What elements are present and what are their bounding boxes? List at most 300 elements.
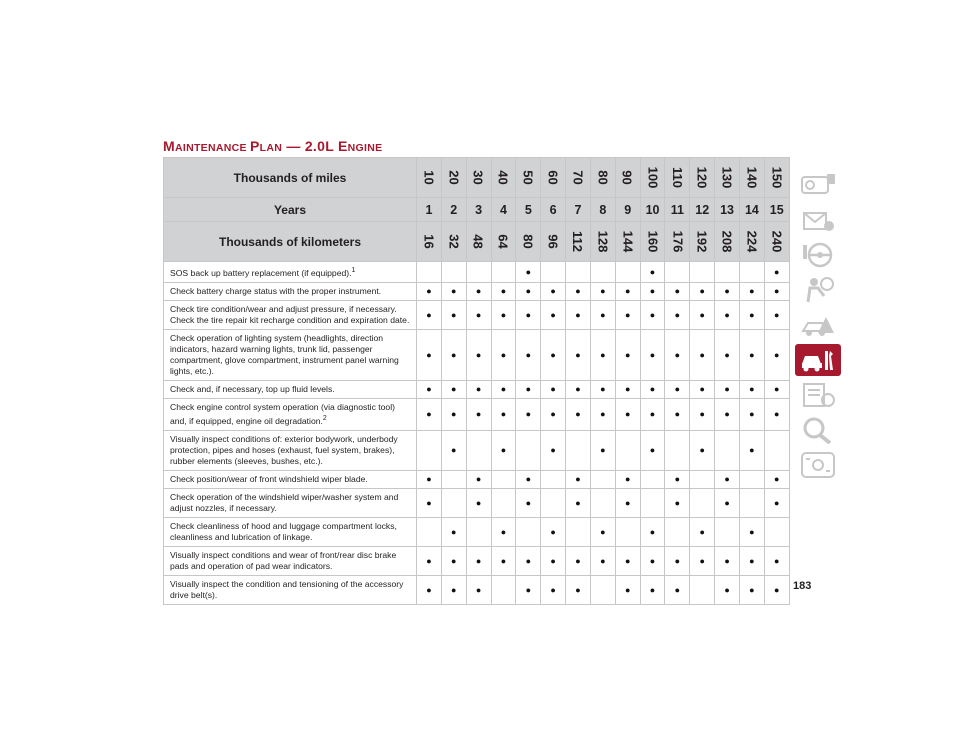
service-dot [541, 575, 566, 604]
maintenance-item-text: SOS back up battery replacement (if equipped). [170, 267, 352, 278]
years-header-row-value-text: 12 [695, 202, 710, 217]
service-dot [590, 380, 615, 398]
empty-cell [715, 517, 740, 546]
service-dot [590, 546, 615, 575]
maintenance-item [164, 380, 417, 398]
service-dot [441, 300, 466, 329]
years-header-row-value [690, 198, 715, 222]
service-dot [739, 329, 764, 380]
service-dot [665, 398, 690, 430]
empty-cell [466, 430, 491, 470]
empty-cell [665, 262, 690, 283]
km-header-row-value-text: 112 [570, 231, 586, 252]
service-dot [466, 329, 491, 380]
service-dot [566, 488, 591, 517]
tab-specifications[interactable] [795, 379, 841, 411]
service-dot [417, 380, 442, 398]
service-dot [665, 300, 690, 329]
maintenance-item-text: Visually inspect the condition and tensioning of the accessory drive belt(s). [170, 578, 404, 600]
km-header-row-value-text: 240 [769, 230, 785, 253]
service-dot [441, 282, 466, 300]
service-dot [566, 470, 591, 488]
service-dot [665, 546, 690, 575]
maintenance-item-text: Check operation of lighting system (headlights, direction indicators, hazard warning lights, trunk lid, passenger compartment, glove compartment, instrument panel warning lights, etc.). [170, 332, 399, 376]
table-row [164, 398, 790, 430]
service-dot [764, 262, 789, 283]
service-dot [640, 546, 665, 575]
service-dot [615, 546, 640, 575]
service-dot [640, 282, 665, 300]
miles-header-row [164, 158, 790, 198]
km-header-row-value [441, 222, 466, 262]
miles-header-row-value-text: 140 [744, 166, 760, 189]
service-dot [690, 398, 715, 430]
empty-cell [739, 262, 764, 283]
km-header-row-value-text: 224 [744, 230, 760, 253]
miles-header-row-value-text: 150 [769, 166, 785, 189]
years-header-row-value [715, 198, 740, 222]
empty-cell [566, 430, 591, 470]
empty-cell [441, 488, 466, 517]
tab-steering[interactable] [795, 239, 841, 271]
empty-cell [541, 470, 566, 488]
service-dot [590, 300, 615, 329]
service-dot [764, 470, 789, 488]
service-dot [516, 300, 541, 329]
service-dot [466, 300, 491, 329]
service-dot [590, 329, 615, 380]
service-dot [590, 430, 615, 470]
km-header-row-value [665, 222, 690, 262]
service-dot [491, 398, 516, 430]
service-dot [615, 380, 640, 398]
service-dot [690, 430, 715, 470]
service-dot [764, 380, 789, 398]
service-car-icon [800, 346, 836, 374]
service-dot [566, 546, 591, 575]
empty-cell [640, 488, 665, 517]
empty-cell [441, 262, 466, 283]
table-row [164, 329, 790, 380]
section-title: MAINTENANCE PLAN — 2.0L ENGINE [163, 138, 383, 154]
service-dot [566, 398, 591, 430]
service-dot [615, 329, 640, 380]
service-dot [690, 282, 715, 300]
maintenance-item-text: Check battery charge status with the proper instrument. [170, 285, 382, 296]
service-dot [417, 470, 442, 488]
miles-header-row-value-text: 130 [719, 166, 735, 189]
service-dot [665, 575, 690, 604]
years-header-row-value-text: 6 [549, 202, 557, 217]
km-header-row-value-text: 176 [669, 230, 685, 253]
maintenance-item-text: Visually inspect conditions of: exterior bodywork, underbody protection, pipes and hoses (exhaust, fuel system, brakes), rubber elements (sleeves, bushes, etc.). [170, 433, 398, 466]
service-dot [715, 398, 740, 430]
maintenance-item [164, 546, 417, 575]
miles-header-row-label: Thousands of miles [164, 158, 417, 198]
empty-cell [541, 262, 566, 283]
km-header-row-value [715, 222, 740, 262]
km-header-row-value [541, 222, 566, 262]
service-dot [640, 262, 665, 283]
miles-header-row-value [417, 158, 442, 198]
maintenance-item-text: Check tire condition/wear and adjust pressure, if necessary. Check the tire repair kit recharge condition and expiration date. [170, 303, 410, 325]
miles-header-row-value-text: 30 [471, 170, 487, 185]
service-dot [466, 488, 491, 517]
maintenance-item-text: Check and, if necessary, top up fluid levels. [170, 383, 335, 394]
empty-cell [764, 430, 789, 470]
miles-header-row-value-text: 90 [620, 170, 636, 185]
years-header-row-value-text: 3 [475, 202, 483, 217]
service-dot [417, 546, 442, 575]
service-dot [466, 575, 491, 604]
empty-cell [590, 262, 615, 283]
maintenance-item-text: Check operation of the windshield wiper/washer system and adjust nozzles, if necessary. [170, 491, 399, 513]
km-header-row-value-text: 160 [645, 230, 661, 253]
service-dot [690, 546, 715, 575]
miles-header-row-value-text: 100 [645, 166, 661, 189]
empty-cell [441, 470, 466, 488]
service-dot [764, 398, 789, 430]
table-row [164, 262, 790, 283]
years-header-row-value [615, 198, 640, 222]
years-header-row-value [764, 198, 789, 222]
steering-wheel-icon [800, 241, 836, 269]
years-header-row-value [516, 198, 541, 222]
service-dot [764, 488, 789, 517]
years-header-row-value [739, 198, 764, 222]
miles-header-row-value [541, 158, 566, 198]
service-dot [491, 517, 516, 546]
maintenance-item [164, 282, 417, 300]
empty-cell [665, 430, 690, 470]
empty-cell [715, 430, 740, 470]
km-header-row-value [417, 222, 442, 262]
years-header-row-value-text: 13 [720, 202, 734, 217]
service-dot [739, 430, 764, 470]
years-header-row-value [466, 198, 491, 222]
service-dot [516, 329, 541, 380]
empty-cell [690, 470, 715, 488]
tab-index[interactable] [795, 449, 841, 481]
km-header-row-value-text: 80 [520, 234, 536, 249]
service-dot [441, 380, 466, 398]
years-header-row-value [417, 198, 442, 222]
service-dot [615, 488, 640, 517]
empty-cell [516, 517, 541, 546]
km-header-row-value [764, 222, 789, 262]
service-dot [739, 546, 764, 575]
service-dot [615, 300, 640, 329]
empty-cell [566, 262, 591, 283]
service-dot [715, 546, 740, 575]
specifications-icon [800, 381, 836, 409]
service-dot [541, 380, 566, 398]
empty-cell [491, 262, 516, 283]
service-dot [491, 329, 516, 380]
miles-header-row-value [665, 158, 690, 198]
empty-cell [665, 517, 690, 546]
service-dot [715, 575, 740, 604]
km-header-row-value [615, 222, 640, 262]
service-dot [640, 329, 665, 380]
service-dot [590, 398, 615, 430]
empty-cell [417, 262, 442, 283]
years-header-row-value-text: 11 [670, 202, 684, 217]
empty-cell [491, 470, 516, 488]
service-dot [640, 380, 665, 398]
km-header-row-label: Thousands of kilometers [164, 222, 417, 262]
service-dot [516, 380, 541, 398]
km-header-row-value-text: 64 [495, 234, 511, 249]
miles-header-row-value [739, 158, 764, 198]
maintenance-item [164, 470, 417, 488]
service-dot [441, 517, 466, 546]
table-row [164, 488, 790, 517]
years-header-row-value-text: 1 [425, 202, 433, 217]
service-dot [491, 282, 516, 300]
service-dot [566, 282, 591, 300]
service-dot [541, 329, 566, 380]
service-dot [764, 282, 789, 300]
miles-header-row-value-text: 70 [570, 170, 586, 185]
miles-header-row-value [640, 158, 665, 198]
miles-header-row-value [466, 158, 491, 198]
table-row [164, 470, 790, 488]
km-header-row-value [466, 222, 491, 262]
years-header-row-value-text: 14 [744, 202, 759, 217]
service-dot [417, 575, 442, 604]
km-header-row-value-text: 96 [545, 234, 561, 249]
service-dot [590, 282, 615, 300]
tab-safety[interactable] [795, 274, 841, 306]
tab-search[interactable] [795, 414, 841, 446]
empty-cell [466, 262, 491, 283]
km-header-row [164, 222, 790, 262]
years-header-row-value [541, 198, 566, 222]
service-dot [665, 470, 690, 488]
service-dot [566, 575, 591, 604]
service-dot [491, 380, 516, 398]
service-dot [566, 300, 591, 329]
service-dot [417, 300, 442, 329]
empty-cell [739, 488, 764, 517]
multimedia-icon [800, 206, 836, 234]
service-dot [516, 282, 541, 300]
miles-header-row-value [715, 158, 740, 198]
dashboard-icon [800, 171, 836, 199]
service-dot [739, 300, 764, 329]
empty-cell [466, 517, 491, 546]
service-dot [764, 329, 789, 380]
maintenance-item [164, 329, 417, 380]
service-dot [665, 282, 690, 300]
empty-cell [690, 488, 715, 517]
service-dot [590, 517, 615, 546]
index-icon [800, 451, 836, 479]
maintenance-item [164, 398, 417, 430]
years-header-row-label: Years [164, 198, 417, 222]
years-header-row-value-text: 9 [624, 202, 632, 217]
service-dot [615, 282, 640, 300]
miles-header-row-value [566, 158, 591, 198]
service-dot [466, 282, 491, 300]
service-dot [665, 329, 690, 380]
empty-cell [590, 575, 615, 604]
km-header-row-value [739, 222, 764, 262]
maintenance-table [163, 157, 790, 605]
miles-header-row-value-text: 20 [446, 170, 462, 185]
years-header-row-value [665, 198, 690, 222]
table-row [164, 430, 790, 470]
miles-header-row-value-text: 120 [694, 166, 710, 189]
service-dot [715, 300, 740, 329]
service-dot [690, 517, 715, 546]
miles-header-row-value [441, 158, 466, 198]
service-dot [441, 546, 466, 575]
years-header-row-value [640, 198, 665, 222]
km-header-row-value-text: 144 [620, 230, 636, 253]
footnote-marker: 2 [322, 414, 327, 422]
maintenance-item-text: Check cleanliness of hood and luggage compartment locks, cleanliness and lubrication of linkage. [170, 520, 397, 542]
years-header-row-value [441, 198, 466, 222]
empty-cell [566, 517, 591, 546]
service-dot [615, 470, 640, 488]
service-dot [491, 430, 516, 470]
service-dot [466, 470, 491, 488]
km-header-row-value [640, 222, 665, 262]
years-header-row-value [590, 198, 615, 222]
service-dot [690, 329, 715, 380]
years-header-row-value-text: 4 [499, 202, 507, 217]
miles-header-row-value-text: 60 [545, 170, 561, 185]
empty-cell [590, 470, 615, 488]
miles-header-row-value [516, 158, 541, 198]
service-dot [715, 488, 740, 517]
search-icon [800, 416, 836, 444]
service-dot [715, 470, 740, 488]
tab-warning[interactable] [795, 309, 841, 341]
miles-header-row-value [615, 158, 640, 198]
empty-cell [640, 470, 665, 488]
service-dot [516, 488, 541, 517]
km-header-row-value [690, 222, 715, 262]
empty-cell [491, 575, 516, 604]
miles-header-row-value [590, 158, 615, 198]
service-dot [566, 329, 591, 380]
km-header-row-value-text: 208 [719, 230, 735, 253]
tab-dashboard[interactable] [795, 169, 841, 201]
service-dot [466, 380, 491, 398]
miles-header-row-value [764, 158, 789, 198]
miles-header-row-value-text: 10 [421, 170, 437, 185]
service-dot [466, 546, 491, 575]
empty-cell [615, 430, 640, 470]
table-row [164, 300, 790, 329]
empty-cell [590, 488, 615, 517]
miles-header-row-value [491, 158, 516, 198]
tab-service[interactable] [795, 344, 841, 376]
service-dot [541, 517, 566, 546]
service-dot [640, 575, 665, 604]
maintenance-item [164, 430, 417, 470]
chapter-tabs [795, 169, 845, 484]
table-row [164, 575, 790, 604]
safety-icon [800, 276, 836, 304]
service-dot [739, 517, 764, 546]
service-dot [516, 262, 541, 283]
empty-cell [615, 517, 640, 546]
maintenance-item [164, 517, 417, 546]
service-dot [665, 488, 690, 517]
empty-cell [417, 430, 442, 470]
empty-cell [615, 262, 640, 283]
years-header-row-value-text: 5 [524, 202, 532, 217]
km-header-row-value [566, 222, 591, 262]
maintenance-item [164, 488, 417, 517]
empty-cell [541, 488, 566, 517]
service-dot [690, 380, 715, 398]
warning-icon [800, 311, 836, 339]
service-dot [615, 398, 640, 430]
years-header-row-value-text: 8 [599, 202, 607, 217]
km-header-row-value-text: 32 [446, 234, 462, 249]
km-header-row-value-text: 16 [421, 234, 437, 249]
empty-cell [715, 262, 740, 283]
service-dot [516, 470, 541, 488]
service-dot [417, 398, 442, 430]
service-dot [417, 329, 442, 380]
service-dot [491, 546, 516, 575]
service-dot [615, 575, 640, 604]
service-dot [491, 300, 516, 329]
service-dot [640, 398, 665, 430]
km-header-row-value-text: 128 [595, 230, 611, 253]
service-dot [764, 575, 789, 604]
service-dot [690, 300, 715, 329]
km-header-row-value-text: 192 [694, 230, 710, 253]
km-header-row-value [590, 222, 615, 262]
tab-multimedia[interactable] [795, 204, 841, 236]
km-header-row-value [491, 222, 516, 262]
service-dot [516, 398, 541, 430]
service-dot [516, 546, 541, 575]
service-dot [715, 380, 740, 398]
years-header-row-value-text: 15 [769, 202, 784, 217]
empty-cell [739, 470, 764, 488]
service-dot [441, 575, 466, 604]
miles-header-row-value-text: 40 [495, 170, 511, 185]
service-dot [566, 380, 591, 398]
service-dot [541, 300, 566, 329]
miles-header-row-value [690, 158, 715, 198]
miles-header-row-value-text: 80 [595, 170, 611, 185]
maintenance-item [164, 300, 417, 329]
table-row [164, 517, 790, 546]
maintenance-item [164, 575, 417, 604]
km-header-row-value [516, 222, 541, 262]
empty-cell [516, 430, 541, 470]
maintenance-item-text: Check position/wear of front windshield wiper blade. [170, 473, 368, 484]
service-dot [665, 380, 690, 398]
empty-cell [690, 262, 715, 283]
years-header-row-value [566, 198, 591, 222]
service-dot [739, 380, 764, 398]
table-row [164, 546, 790, 575]
miles-header-row-value-text: 110 [669, 167, 685, 188]
years-header-row-value-text: 7 [574, 202, 582, 217]
footnote-marker: 1 [351, 267, 356, 274]
miles-header-row-value-text: 50 [520, 170, 536, 185]
